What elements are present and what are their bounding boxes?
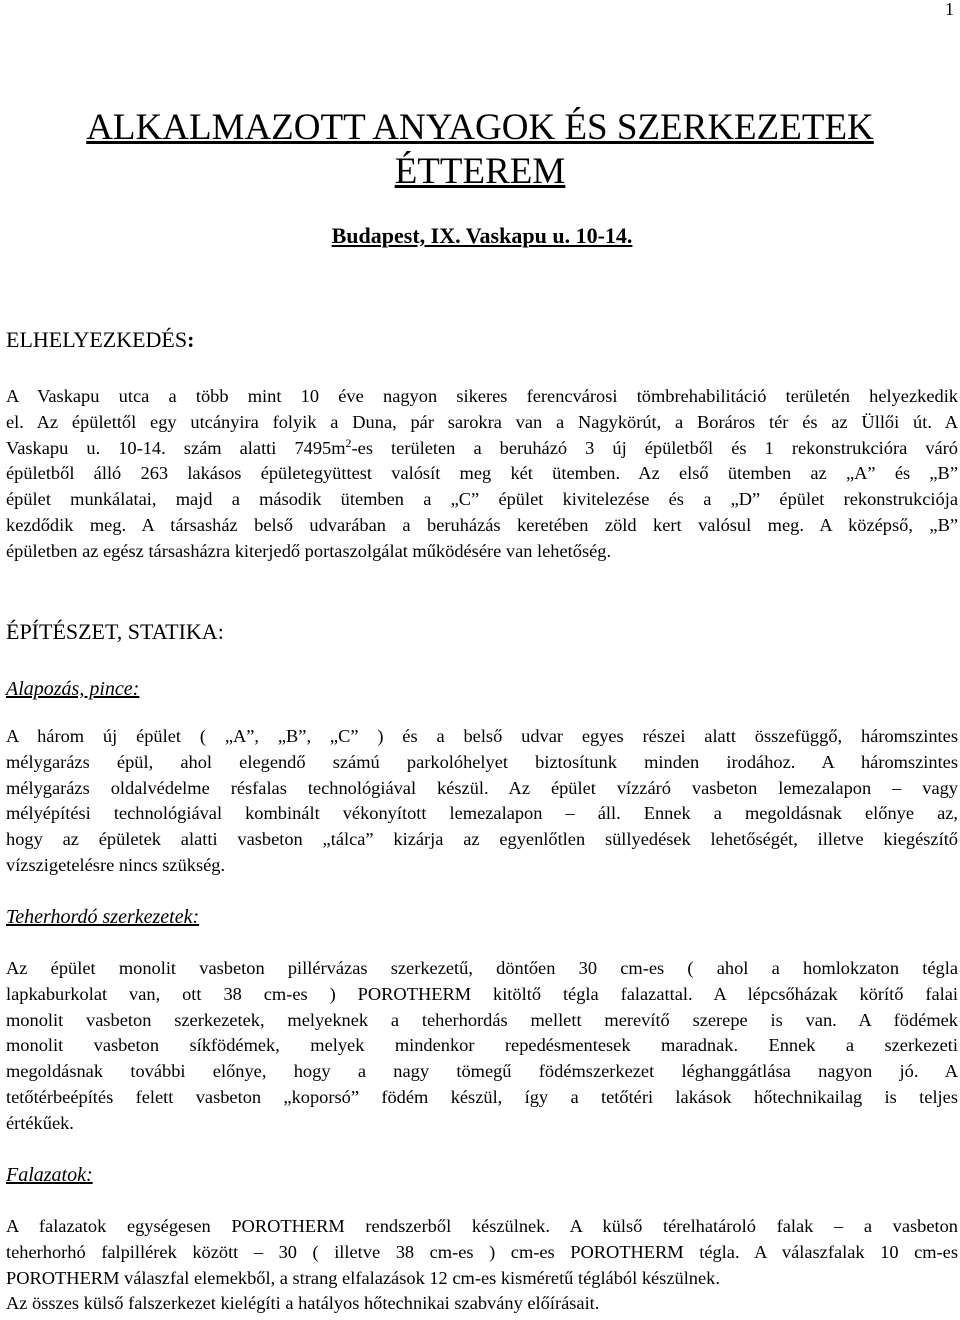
text-line: értékűek. [6, 1112, 74, 1133]
text-line: vízszigetelésre nincs szükség. [6, 854, 226, 875]
text-line: Az összes külső falszerkezet kielégíti a hatályos hőtechnikai szabvány előírásait. [6, 1293, 600, 1314]
subheading-foundation: Alapozás, pince: [6, 678, 140, 700]
section-heading-location [6, 326, 194, 354]
text-line: monolit vasbeton szerkezetek, melyeknek a teherhordás mellett merevítő szerepe is van. A födémek [6, 1009, 958, 1030]
text-line: monolit vasbeton síkfödémek, melyek mindenkor repedésmentesek maradnak. Ennek a szerkezeti [6, 1035, 958, 1056]
text-line: A falazatok egységesen POROTHERM rendszerből készülnek. A külső térelhatároló falak – a vasbeton [6, 1216, 958, 1236]
text-line: mélygarázs épül, ahol elegendő számú parkolóhelyet biztosítunk minden irodához. A háromszintes [6, 751, 958, 772]
subheading-load-bearing: Teherhordó szerkezetek: [6, 906, 200, 928]
superscript: 2 [345, 435, 352, 450]
text-fragment: -es területen a beruházó 3 új épületből és 1 rekonstrukcióra váró [351, 437, 959, 458]
text-line: épületben az egész társasházra kiterjedő portaszolgálat működésére van lehetőség. [6, 540, 612, 561]
text-line: tetőtérbeépítés felett vasbeton „koporsó” födém készül, így a tetőtéri lakások hőtechnikailag is teljes [6, 1086, 958, 1107]
text-line: teherhorhó falpillérek között – 30 ( illetve 38 cm-es ) cm-es POROTHERM tégla. A válaszfalak 10 cm-es [6, 1241, 958, 1262]
paragraph-walls [6, 1214, 958, 1317]
document-title-line2: ÉTTEREM [394, 151, 566, 192]
text-line: mélygarázs oldalvédelme résfalas technológiával készül. Az épület vízzáró vasbeton lemezalapon – vagy [6, 777, 958, 798]
text-line: épület munkálatai, majd a második ütemben a „C” épület kivitelezése és a „D” épület rekonstrukciója [6, 489, 958, 510]
text-line: hogy az épületek alatti vasbeton „tálca” kizárja az egyenlőtlen süllyedések lehetőségét, illetve kiegészítő [6, 829, 958, 850]
text-line: POROTHERM válaszfal elemekből, a strang elfalazások 12 cm-es kisméretű téglából készülnek. [6, 1267, 720, 1288]
paragraph-foundation [6, 724, 958, 879]
text-line: Az épület monolit vasbeton pillérvázas szerkezetű, döntően 30 cm-es ( ahol a homlokzaton tégla [6, 958, 958, 978]
text-line: el. Az épülettől egy utcányira folyik a Duna, pár sarokra van a Nagykörút, a Boráros tér és az Üllői út. A [6, 411, 958, 432]
section-heading-location-text: ELHELYEZKEDÉS [6, 327, 188, 352]
text-line: mélyépítési technológiával kombinált vékonyított lemezalapon – áll. Ennek a megoldásnak előnye az, [6, 803, 958, 824]
address-subtitle: Budapest, IX. Vaskapu u. 10-14. [331, 223, 633, 248]
text-line: kezdődik meg. A társasház belső udvarában a beruházás keretében zöld kert valósul meg. A középső, „B” [6, 514, 958, 535]
document-title-line1: ALKALMAZOTT ANYAGOK ÉS SZERKEZETEK [86, 107, 874, 148]
text-line: lapkaburkolat van, ott 38 cm-es ) POROTHERM kitöltő tégla falazattal. A lépcsőházak körítő falai [6, 983, 958, 1004]
paragraph-location [6, 384, 958, 565]
text-line: A Vaskapu utca a több mint 10 éve nagyon sikeres ferencvárosi tömbrehabilitáció területén helyezkedik [6, 386, 958, 406]
subheading-walls: Falazatok: [6, 1164, 93, 1186]
text-line-with-superscript [6, 436, 958, 462]
text-line: megoldásnak további előnye, hogy a nagy tömegű födémszerkezet léghanggátlása nagyon jó. A [6, 1061, 958, 1082]
text-line: A három új épület ( „A”, „B”, „C” ) és a belső udvar egyes részei alatt összefüggő, háromszintes [6, 726, 958, 746]
text-line: épületből álló 263 lakásos épületegyüttest valósít meg két ütemben. Az első ütemben az „A” és „B” [6, 463, 958, 484]
section-heading-location-colon: : [187, 327, 195, 352]
text-fragment: Vaskapu u. 10-14. szám alatti 7495m [6, 437, 346, 458]
section-heading-architecture: ÉPÍTÉSZET, STATIKA: [6, 619, 224, 644]
paragraph-load-bearing [6, 956, 958, 1137]
page-number: 1 [945, 0, 954, 19]
